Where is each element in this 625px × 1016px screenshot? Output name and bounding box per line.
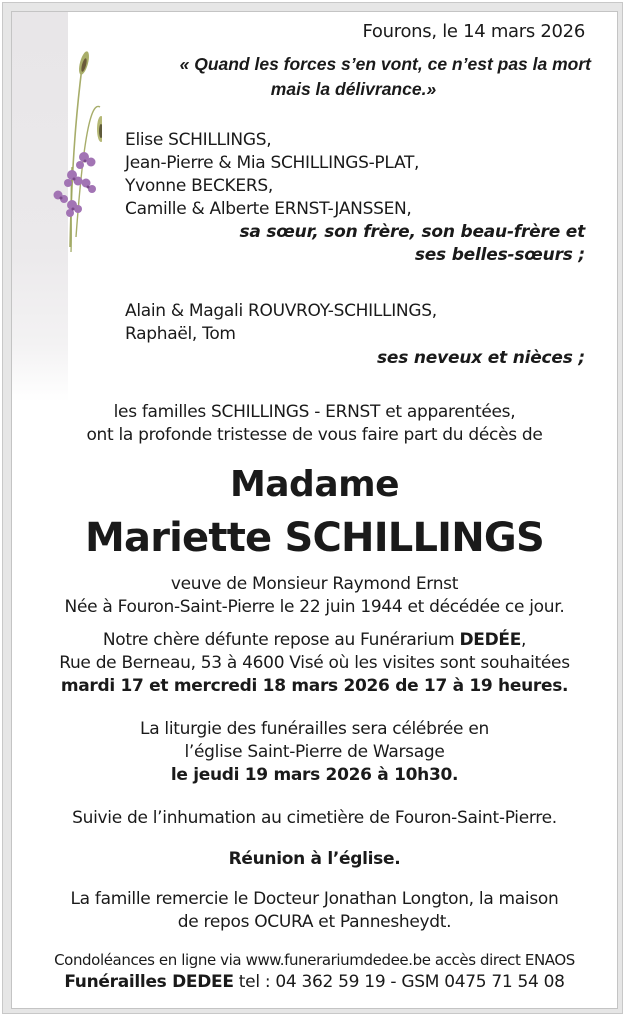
contact-numbers: tel : 04 362 59 19 - GSM 0475 71 54 08 (233, 972, 565, 992)
deceased-name: Mariette SCHILLINGS (85, 515, 544, 561)
relation-line-3: ses neveux et nièces ; (377, 348, 585, 368)
deceased-title: Madame (229, 464, 400, 505)
quote-line-1: « Quand les forces s’en vont, ce n’est pas la mort (179, 54, 591, 74)
relation-line-1: sa sœur, son frère, son beau-frère et (239, 222, 585, 242)
visitation-prefix: Notre chère défunte repose au Funérarium (102, 630, 460, 650)
funeral-line-1: La liturgie des funérailles sera célébrée en (140, 719, 489, 739)
company-name: Funérailles DEDEE (64, 972, 234, 992)
meeting-line: Réunion à l’église. (228, 849, 401, 869)
visitation-line-1 (12, 630, 617, 650)
family-name-1: Elise SCHILLINGS, (125, 130, 272, 150)
contact-line (12, 972, 617, 992)
condolences-line: Condoléances en ligne via www.funerariumdedee.be accès direct ENAOS (54, 951, 575, 969)
thanks-line-2: de repos OCURA et Pannesheydt. (177, 912, 452, 932)
family-name-3: Yvonne BECKERS, (125, 176, 273, 196)
obituary-card (11, 11, 618, 1009)
burial-line: Suivie de l’inhumation au cimetière de Fouron-Saint-Pierre. (72, 808, 557, 828)
quote-line-2: mais la délivrance.» (270, 79, 437, 99)
announcement-line-2: ont la profonde tristesse de vous faire part du décès de (86, 425, 543, 445)
announcement-line-1: les familles SCHILLINGS - ERNST et apparentées, (113, 402, 516, 422)
born-died: Née à Fouron-Saint-Pierre le 22 juin 1944 et décédée ce jour. (64, 597, 565, 617)
funeral-line-3: le jeudi 19 mars 2026 à 10h30. (170, 765, 459, 785)
relation-line-2: ses belles-sœurs ; (414, 245, 585, 265)
family-name-4: Camille & Alberte ERNST-JANSSEN, (125, 199, 412, 219)
thanks-line-1: La famille remercie le Docteur Jonathan Longton, la maison (70, 889, 559, 909)
card-outer-frame (2, 2, 623, 1014)
funeral-line-2: l’église Saint-Pierre de Warsage (184, 742, 445, 762)
widow-of: veuve de Monsieur Raymond Ernst (170, 574, 459, 594)
visitation-line-3: mardi 17 et mercredi 18 mars 2026 de 17 à 19 heures. (60, 676, 569, 696)
funerarium-name: DEDÉE (459, 630, 522, 650)
visitation-line-2: Rue de Berneau, 53 à 4600 Visé où les visites sont souhaitées (59, 653, 570, 673)
visitation-suffix: , (521, 630, 527, 650)
place-date: Fourons, le 14 mars 2026 (362, 21, 585, 42)
family-name-6: Raphaël, Tom (125, 324, 236, 344)
family-name-5: Alain & Magali ROUVROY-SCHILLINGS, (125, 301, 437, 321)
family-name-2: Jean-Pierre & Mia SCHILLINGS-PLAT, (125, 153, 420, 173)
